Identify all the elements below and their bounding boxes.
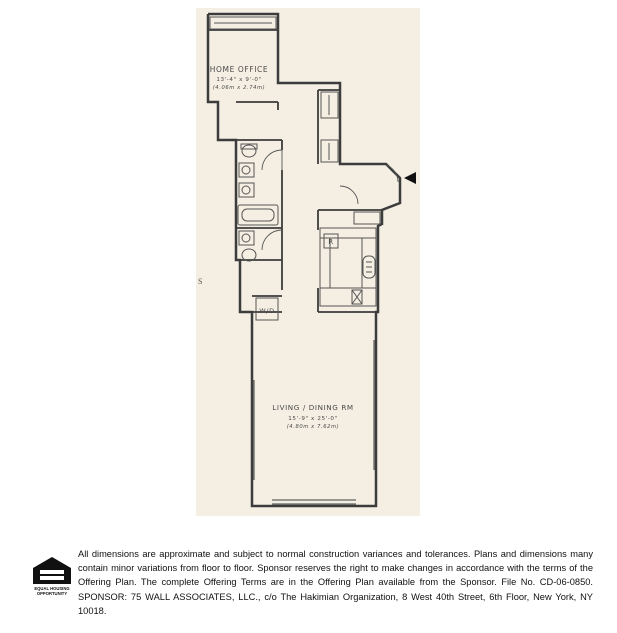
entry-arrow-icon [404, 172, 416, 184]
floor-plan [196, 8, 420, 516]
washer-dryer-label: W/D [259, 307, 275, 315]
home-office-dims: 13'-4" x 9'-0" [216, 77, 262, 83]
equal-housing-logo [30, 555, 74, 597]
logo-line-2: OPPORTUNITY [36, 591, 68, 596]
bath-fixtures [238, 144, 278, 261]
floor-plan-drawing [196, 8, 420, 516]
house-icon [30, 555, 74, 597]
refrigerator-label: R [328, 238, 334, 246]
home-office-name: HOME OFFICE [209, 65, 269, 74]
windows [254, 340, 374, 504]
margin-mark: S [198, 277, 203, 286]
home-office-dims-metric: (4.06m x 2.74m) [212, 85, 266, 91]
logo-line-1: EQUAL HOUSING [34, 586, 70, 591]
living-dining-dims-metric: (4.80m x 7.62m) [286, 424, 340, 430]
disclaimer-text: All dimensions are approximate and subject to normal construction variances and tolerances. Plans and dimensions many contain minor variations from floor to floor. Sponsor reserves the right to make changes in accordance with the terms of the Offering Plan. The complete Offering Terms are in the Offering Plan available from the Sponsor. File No. CD-06-0850. SPONSOR: 75 WALL ASSOCIATES, LLC., c/o The Hakimian Organization, 8 West 40th Street, 6th Floor, New York, NY 10018. [78, 549, 593, 616]
living-dining-name: LIVING / DINING RM [272, 403, 354, 412]
living-dining-dims: 15'-9" x 25'-0" [288, 416, 338, 422]
